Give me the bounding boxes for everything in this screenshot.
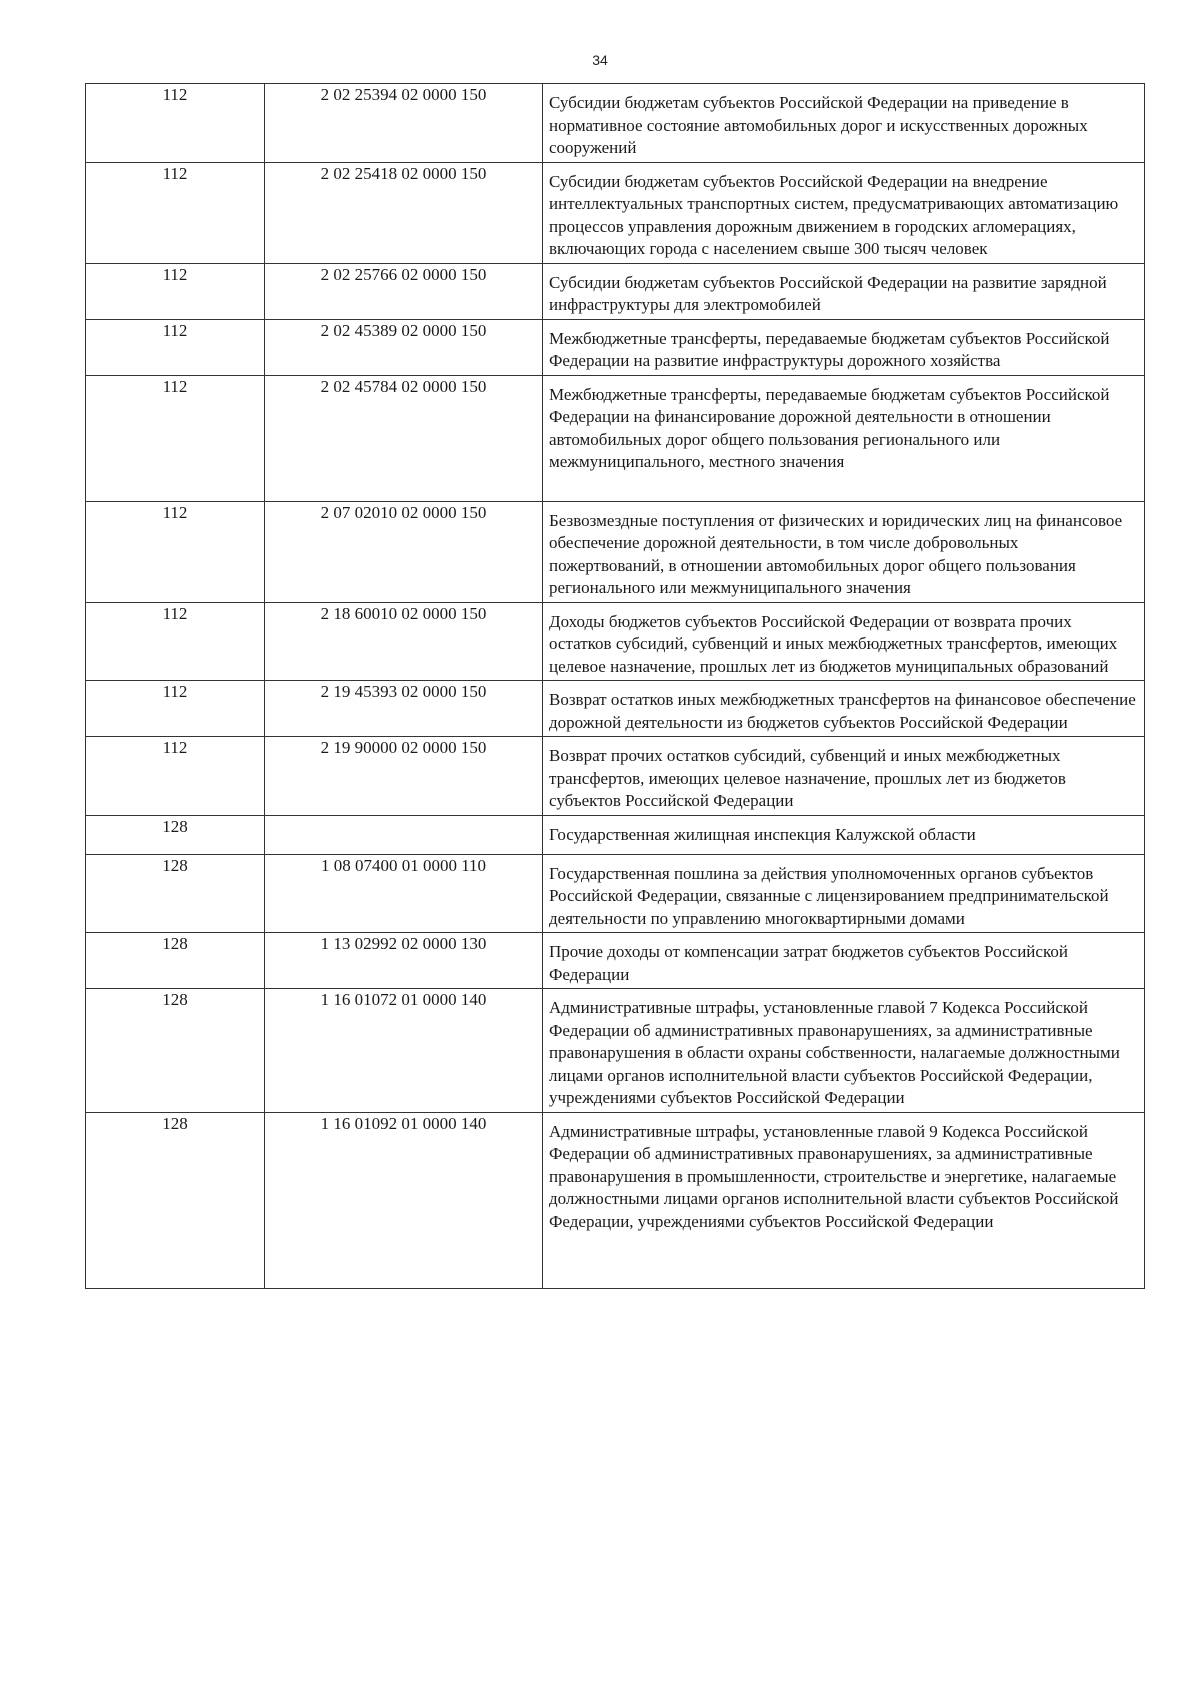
revenue-name-cell: Межбюджетные трансферты, передаваемые бюджетам субъектов Российской Федерации на финансирование дорожной деятельности в отношении автомобильных дорог общего пользования регионального или межмуниципального, местного значения — [543, 375, 1145, 501]
admin-code-cell: 128 — [86, 854, 265, 933]
admin-code-cell: 112 — [86, 162, 265, 263]
admin-code-cell: 128 — [86, 815, 265, 854]
revenue-name-cell: Государственная жилищная инспекция Калужской области — [543, 815, 1145, 854]
revenue-name-cell: Прочие доходы от компенсации затрат бюджетов субъектов Российской Федерации — [543, 933, 1145, 989]
page-number: 34 — [592, 52, 608, 68]
admin-code-cell: 112 — [86, 602, 265, 681]
revenue-code-cell: 1 16 01072 01 0000 140 — [265, 989, 543, 1113]
admin-code-cell: 128 — [86, 1112, 265, 1288]
revenue-code-cell: 1 13 02992 02 0000 130 — [265, 933, 543, 989]
revenue-name-cell: Возврат прочих остатков субсидий, субвенций и иных межбюджетных трансфертов, имеющих целевое назначение, прошлых лет из бюджетов субъектов Российской Федерации — [543, 737, 1145, 816]
admin-code-cell: 112 — [86, 84, 265, 163]
revenue-code-cell: 2 19 90000 02 0000 150 — [265, 737, 543, 816]
revenue-code-cell: 2 19 45393 02 0000 150 — [265, 681, 543, 737]
revenue-code-cell: 2 07 02010 02 0000 150 — [265, 501, 543, 602]
revenue-name-cell: Субсидии бюджетам субъектов Российской Федерации на внедрение интеллектуальных транспортных систем, предусматривающих автоматизацию процессов управления дорожным движением в городских агломерациях, включающих города с населением свыше 300 тысяч человек — [543, 162, 1145, 263]
revenue-name-cell: Административные штрафы, установленные главой 7 Кодекса Российской Федерации об административных правонарушениях, за административные правонарушения в области охраны собственности, налагаемые должностными лицами органов исполнительной власти субъектов Российской Федерации, учреждениями субъектов Российской Федерации — [543, 989, 1145, 1113]
revenue-name-cell: Административные штрафы, установленные главой 9 Кодекса Российской Федерации об административных правонарушениях, за административные правонарушения в промышленности, строительстве и энергетике, налагаемые должностными лицами органов исполнительной власти субъектов Российской Федерации, учреждениями субъектов Российской Федерации — [543, 1112, 1145, 1288]
table-row — [86, 375, 1145, 501]
table-row — [86, 1112, 1145, 1288]
table-row — [86, 501, 1145, 602]
admin-code-cell: 112 — [86, 737, 265, 816]
revenue-code-cell: 2 02 25418 02 0000 150 — [265, 162, 543, 263]
admin-code-cell: 128 — [86, 933, 265, 989]
revenue-code-cell: 2 02 45389 02 0000 150 — [265, 319, 543, 375]
revenue-name-cell: Безвозмездные поступления от физических и юридических лиц на финансовое обеспечение дорожной деятельности, в том числе добровольных пожертвований, в отношении автомобильных дорог общего пользования регионального или межмуниципального значения — [543, 501, 1145, 602]
admin-code-cell: 112 — [86, 501, 265, 602]
admin-code-cell: 112 — [86, 681, 265, 737]
revenue-name-cell: Субсидии бюджетам субъектов Российской Федерации на приведение в нормативное состояние автомобильных дорог и искусственных дорожных сооружений — [543, 84, 1145, 163]
table-row — [86, 84, 1145, 163]
revenue-code-cell: 1 08 07400 01 0000 110 — [265, 854, 543, 933]
table-row — [86, 933, 1145, 989]
revenue-name-cell: Субсидии бюджетам субъектов Российской Федерации на развитие зарядной инфраструктуры для электромобилей — [543, 263, 1145, 319]
table-row — [86, 602, 1145, 681]
admin-code-cell: 128 — [86, 989, 265, 1113]
revenue-code-cell: 2 02 25394 02 0000 150 — [265, 84, 543, 163]
table-row — [86, 162, 1145, 263]
table-row — [86, 854, 1145, 933]
table-row — [86, 815, 1145, 854]
table-row — [86, 319, 1145, 375]
revenue-name-cell: Доходы бюджетов субъектов Российской Федерации от возврата прочих остатков субсидий, субвенций и иных межбюджетных трансфертов, имеющих целевое назначение, прошлых лет из бюджетов муниципальных образований — [543, 602, 1145, 681]
table-row — [86, 263, 1145, 319]
revenue-name-cell: Межбюджетные трансферты, передаваемые бюджетам субъектов Российской Федерации на развитие инфраструктуры дорожного хозяйства — [543, 319, 1145, 375]
revenue-code-cell — [265, 815, 543, 854]
table-row — [86, 989, 1145, 1113]
table-row — [86, 681, 1145, 737]
revenue-code-cell: 2 02 25766 02 0000 150 — [265, 263, 543, 319]
table-row — [86, 737, 1145, 816]
revenue-code-cell: 1 16 01092 01 0000 140 — [265, 1112, 543, 1288]
revenue-name-cell: Возврат остатков иных межбюджетных трансфертов на финансовое обеспечение дорожной деятельности из бюджетов субъектов Российской Федерации — [543, 681, 1145, 737]
revenue-code-cell: 2 18 60010 02 0000 150 — [265, 602, 543, 681]
admin-code-cell: 112 — [86, 319, 265, 375]
revenue-name-cell: Государственная пошлина за действия уполномоченных органов субъектов Российской Федерации, связанные с лицензированием предпринимательской деятельности по управлению многоквартирными домами — [543, 854, 1145, 933]
revenue-codes-table — [85, 83, 1145, 1289]
admin-code-cell: 112 — [86, 375, 265, 501]
revenue-code-cell: 2 02 45784 02 0000 150 — [265, 375, 543, 501]
admin-code-cell: 112 — [86, 263, 265, 319]
